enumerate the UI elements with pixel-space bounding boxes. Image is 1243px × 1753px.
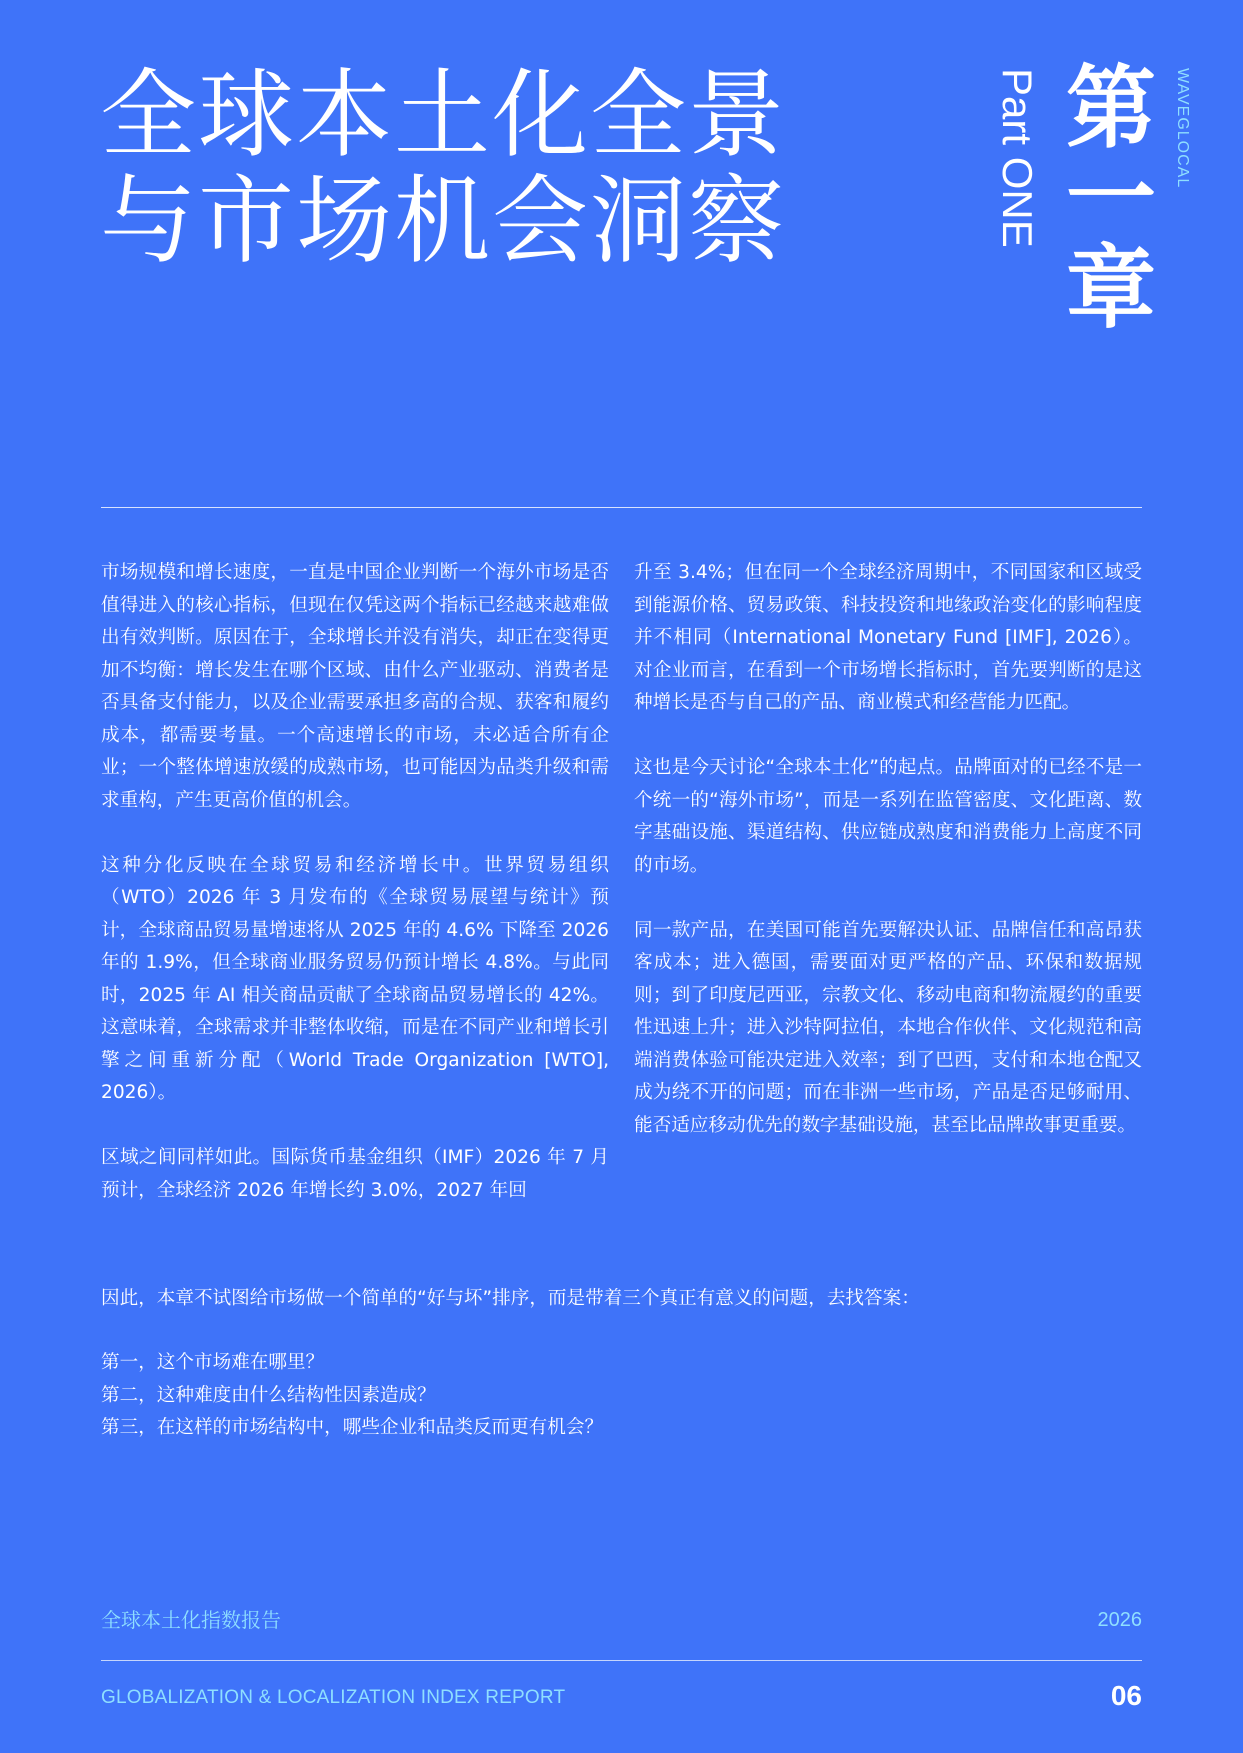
footer-divider: [101, 1660, 1142, 1661]
footer-report-title-en: GLOBALIZATION & LOCALIZATION INDEX REPORT: [101, 1687, 566, 1708]
body-paragraph: 升至 3.4%；但在同一个全球经济周期中，不同国家和区域受到能源价格、贸易政策、科技投资和地缘政治变化的影响程度并不相同（International Monetary Fund [IMF], 2026）。对企业而言，在看到一个市场增长指标时，首先要判断的是这种增长是否与自己的产品、商业模式和经营能力匹配。: [634, 562, 1142, 713]
question-item: 第一，这个市场难在哪里？: [101, 1352, 325, 1373]
body-paragraph: 区域之间同样如此。国际货币基金组织（IMF）2026 年 7 月预计，全球经济 2026 年增长约 3.0%，2027 年回: [101, 1147, 609, 1201]
brand-label: WAVEGLOCAL: [1174, 68, 1191, 189]
page-title: [100, 59, 786, 277]
chapter-label: 第一章: [1050, 60, 1155, 330]
left-column: [101, 557, 609, 1240]
title-line-1: 全球本土化全景: [100, 59, 786, 171]
body-paragraph: 这种分化反映在全球贸易和经济增长中。世界贸易组织（WTO）2026 年 3 月发布的《全球贸易展望与统计》预计，全球商品贸易量增速将从 2025 年的 4.6% 下降至 2026 年的 1.9%，但全球商业服务贸易仍预计增长 4.8%。与此同时，2025 年 AI 相关商品贡献了全球商品贸易增长的 42%。这意味着，全球需求并非整体收缩，而是在不同产业和增长引擎之间重新分配（World Trade Organization [WTO], 2026）。: [101, 854, 609, 1103]
footer-report-title: 全球本土化指数报告: [101, 1608, 281, 1632]
top-divider: [101, 507, 1142, 508]
body-paragraph: 市场规模和增长速度，一直是中国企业判断一个海外市场是否值得进入的核心指标，但现在仅凭这两个指标已经越来越难做出有效判断。原因在于，全球增长并没有消失，却正在变得更加不均衡：增长发生在哪个区域、由什么产业驱动、消费者是否具备支付能力，以及企业需要承担多高的合规、获客和履约成本，都需要考量。一个高速增长的市场，未必适合所有企业；一个整体增速放缓的成熟市场，也可能因为品类升级和需求重构，产生更高价值的机会。: [101, 562, 609, 811]
body-paragraph: 同一款产品，在美国可能首先要解决认证、品牌信任和高昂获客成本；进入德国，需要面对更严格的产品、环保和数据规则；到了印度尼西亚，宗教文化、移动电商和物流履约的重要性迅速上升；进入沙特阿拉伯，本地合作伙伴、文化规范和高端消费体验可能决定进入效率；到了巴西，支付和本地仓配又成为绕不开的问题；而在非洲一些市场，产品是否足够耐用、能否适应移动优先的数字基础设施，甚至比品牌故事更重要。: [634, 919, 1142, 1136]
page-number: 06: [1110, 1680, 1142, 1711]
part-label: Part ONE: [994, 68, 1041, 248]
title-line-2: 与市场机会洞察: [100, 165, 786, 277]
right-column: [634, 557, 1142, 1175]
body-paragraph: 这也是今天讨论“全球本土化”的起点。品牌面对的已经不是一个统一的“海外市场”，而是一系列在监管密度、文化距离、数字基础设施、渠道结构、供应链成熟度和消费能力上高度不同的市场。: [634, 757, 1142, 876]
question-item: 第二，这种难度由什么结构性因素造成？: [101, 1384, 436, 1406]
conclusion-text: 因此，本章不试图给市场做一个简单的“好与坏”排序，而是带着三个真正有意义的问题，去找答案：: [101, 1288, 920, 1309]
question-list: [101, 1347, 603, 1445]
footer-year: 2026: [1097, 1609, 1142, 1631]
question-item: 第三，在这样的市场结构中，哪些企业和品类反而更有机会？: [101, 1417, 604, 1438]
